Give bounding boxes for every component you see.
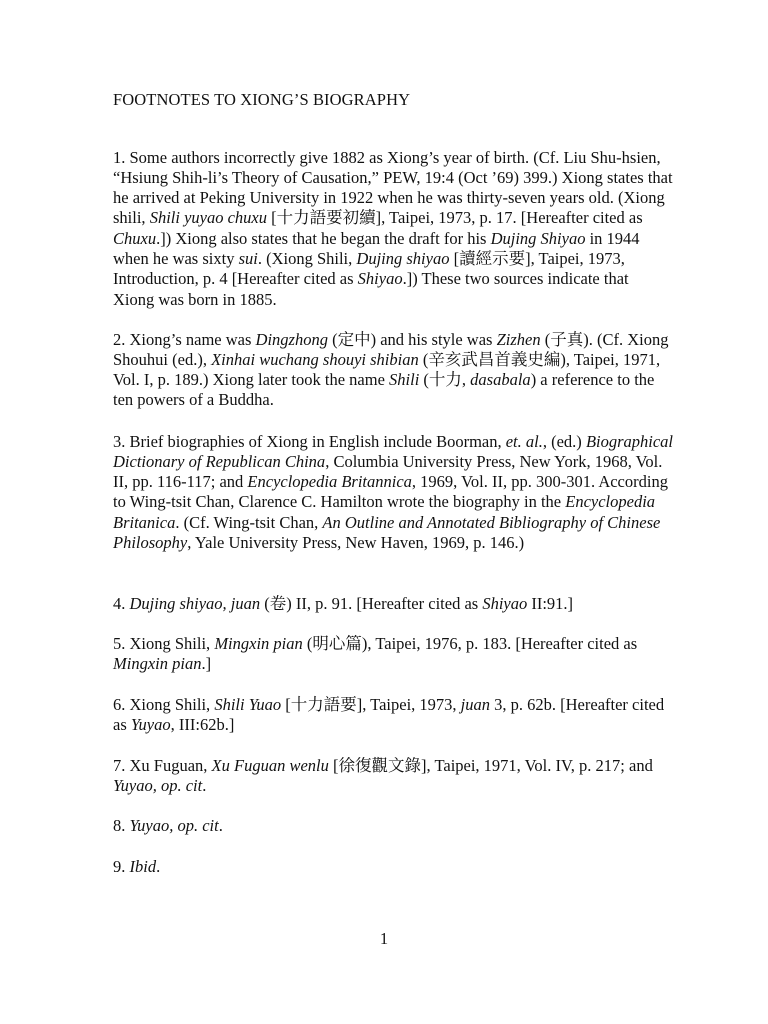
footnote-text: 5. Xiong Shili, (113, 633, 215, 653)
footnote-text: . (Cf. Wing-tsit Chan, (175, 512, 323, 532)
italic-title-text: Shili Yuao (214, 694, 282, 714)
footnote-text: [十力語要初續], Taipei, 1973, p. 17. [Hereafter cited as (266, 208, 643, 228)
footnote-text: . (202, 775, 207, 795)
italic-title-text: dasabala (470, 370, 531, 390)
italic-title-text: Xinhai wuchang shouyi shibian (211, 349, 419, 369)
footnote-text: [讀經示要], Taipei, 1973, Introduction, p. 4 [Hereafter cited as (113, 248, 625, 289)
footnote-7 (113, 756, 673, 797)
italic-title-text: Dingzhong (255, 329, 328, 349)
footnote-text: [十力語要], Taipei, 1973, (281, 694, 461, 714)
footnote-1 (113, 148, 673, 310)
footnote-text: .]) Xiong also states that he began the draft for his (156, 228, 491, 248)
footnote-4 (113, 594, 673, 614)
footnote-text: (十力, (419, 370, 471, 390)
footnote-text: 3. Brief biographies of Xiong in English include Boorman, (113, 431, 506, 451)
footnote-text: 4. (113, 593, 130, 613)
footnote-8 (113, 816, 673, 836)
footnote-text: . (Xiong Shili, (257, 248, 357, 268)
footnote-text: ) a reference to the ten powers of a Buddha. (113, 370, 655, 410)
page-title: FOOTNOTES TO XIONG’S BIOGRAPHY (113, 90, 411, 109)
footnote-text: 3, p. 62b. [Hereafter cited as (113, 694, 665, 734)
footnote-text: 7. Xu Fuguan, (113, 755, 212, 775)
italic-title-text: Encyclopedia Britannica (247, 472, 412, 492)
footnote-text: [徐復觀文錄], Taipei, 1971, Vol. IV, p. 217; and (328, 755, 653, 775)
italic-title-text: Shili (389, 370, 420, 390)
italic-title-text: Dujing shiyao (356, 248, 450, 268)
footnote-text: 6. Xiong Shili, (113, 694, 215, 714)
footnote-text: . (218, 815, 223, 835)
footnote-3 (113, 432, 673, 554)
footnote-text: (定中) and his style was (327, 329, 497, 349)
footnote-2 (113, 330, 673, 411)
italic-title-text: Ibid (129, 856, 157, 876)
footnote-6 (113, 695, 673, 736)
footnote-text: II:91.] (527, 593, 574, 613)
footnote-text: (子真). (Cf. Xiong Shouhui (ed.), (113, 329, 669, 369)
italic-title-text: Encyclopedia Britanica (113, 492, 656, 532)
italic-title-text: Dujing shiyao, juan (129, 593, 261, 613)
footnote-text: 9. (113, 856, 130, 876)
footnote-text: in 1944 when he was sixty (113, 228, 640, 268)
footnote-text: .] (201, 653, 212, 673)
footnote-text: , Columbia University Press, New York, 1968, Vol. II, pp. 116-117; and (113, 451, 663, 492)
footnote-text: , (ed.) (542, 431, 586, 451)
italic-title-text: Zizhen (496, 329, 541, 349)
italic-title-text: Biographical Dictionary of Republican China (113, 431, 674, 471)
italic-title-text: Yuyao, op. cit (113, 775, 203, 795)
footnote-text: (明心篇), Taipei, 1976, p. 183. [Hereafter cited as (302, 633, 638, 653)
footnote-text: 1. Some authors incorrectly give 1882 as Xiong’s year of birth. (Cf. Liu Shu-hsien, “Hsiung Shih-li’s Theory of Causation,” PEW, 19:4 (Oct ’69) 399.) Xiong states that he arrived at Peking University in 1922 when he was thirty-seven years old. (Xiong shili, (113, 147, 673, 228)
italic-title-text: Shiyao (357, 269, 403, 289)
italic-title-text: Xu Fuguan wenlu (211, 755, 329, 775)
italic-title-text: Yuyao (130, 714, 171, 734)
footnote-text: , III:62b.] (170, 714, 235, 734)
footnote-text: (辛亥武昌首義史編), Taipei, 1971, Vol. I, p. 189.) Xiong later took the name (113, 349, 661, 390)
italic-title-text: Dujing Shiyao (490, 228, 586, 248)
italic-title-text: Yuyao, op. cit (129, 815, 219, 835)
italic-title-text: et. al. (505, 431, 543, 451)
footnote-text: 2. Xiong’s name was (113, 329, 256, 349)
italic-title-text: Chuxu (113, 228, 157, 248)
footnote-5 (113, 634, 673, 675)
footnote-9 (113, 857, 673, 877)
footnote-text: 8. (113, 815, 130, 835)
italic-title-text: Shili yuyao chuxu (149, 208, 267, 228)
italic-title-text: juan (460, 694, 491, 714)
italic-title-text: sui (238, 248, 258, 268)
footnote-text: (卷) II, p. 91. [Hereafter cited as (260, 593, 483, 613)
italic-title-text: An Outline and Annotated Bibliography of Chinese Philosophy (113, 512, 661, 552)
italic-title-text: Mingxin pian (113, 653, 202, 673)
footnote-text: .]) These two sources indicate that Xiong was born in 1885. (113, 269, 629, 309)
footnote-text: . (156, 856, 161, 876)
footnote-text: , 1969, Vol. II, pp. 300-301. According to Wing-tsit Chan, Clarence C. Hamilton wrote the biography in the (113, 472, 668, 512)
page-number: 1 (379, 929, 389, 948)
italic-title-text: Shiyao (482, 593, 528, 613)
footnote-text: , Yale University Press, New Haven, 1969, p. 146.) (187, 532, 525, 552)
italic-title-text: Mingxin pian (214, 633, 303, 653)
